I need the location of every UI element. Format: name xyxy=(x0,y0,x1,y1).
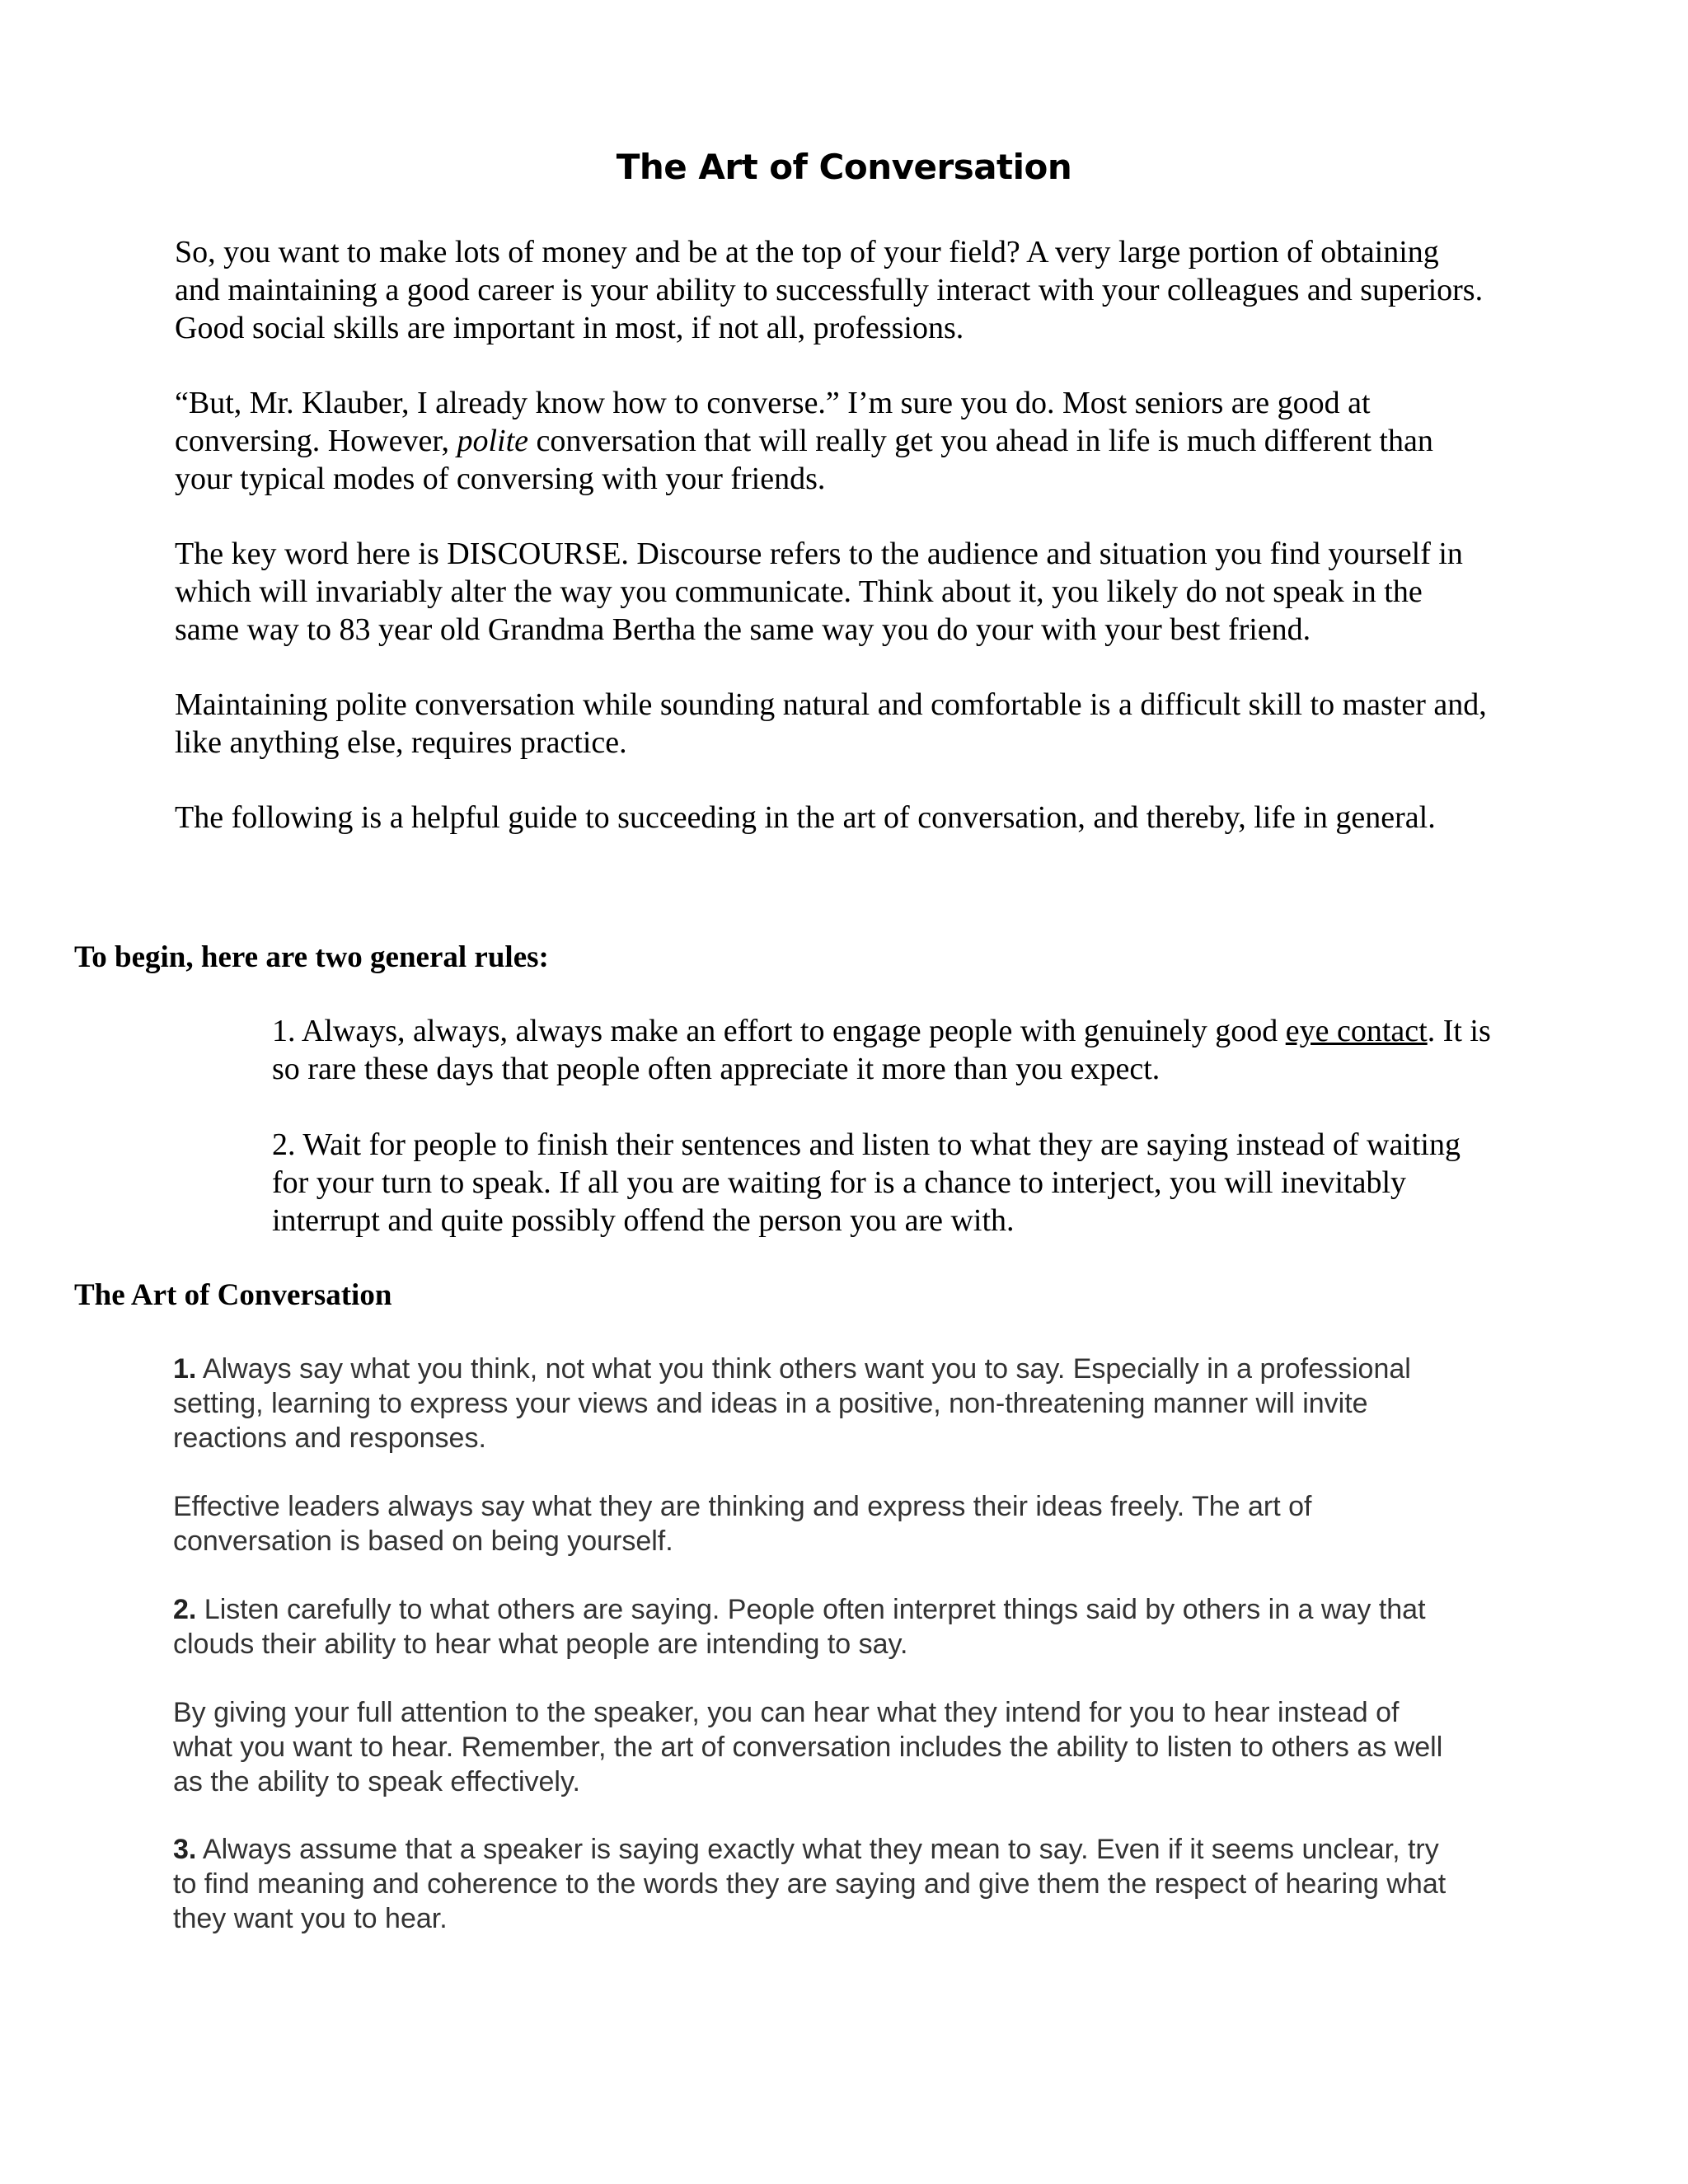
rule1-part-b: . It is so rare these days that people often appreciate it more than you expect. xyxy=(272,1014,1491,1086)
rule1-underline: eye contact xyxy=(1285,1014,1428,1048)
art-point-1-body: Always say what you think, not what you think others want you to say. Especially in a professional setting, learning to express your views and ideas in a positive, non-threatening manner will invite reactions and responses. xyxy=(173,1353,1411,1454)
intro-p5-text: The following is a helpful guide to succeeding in the art of conversation, and thereby, life in general. xyxy=(175,800,1436,835)
intro-paragraph-3 xyxy=(175,535,1576,649)
art-point-1-extra xyxy=(173,1489,1574,1558)
art-point-2-extra xyxy=(173,1695,1574,1799)
art-point-2-text xyxy=(173,1592,1574,1661)
intro-paragraph-1 xyxy=(175,233,1576,347)
art-point-1 xyxy=(173,1352,1574,1455)
intro-p3-text: The key word here is DISCOURSE. Discourse refers to the audience and situation you find yourself in which will invariably alter the way you communicate. Think about it, you likely do not speak in the same way to 83 year old Grandma Bertha the same way you do your with your best friend. xyxy=(175,537,1463,647)
intro-p2-italic: polite xyxy=(457,424,529,458)
art-point-1-number: 1. xyxy=(173,1353,197,1385)
art-point-2 xyxy=(173,1592,1574,1661)
art-point-3-body: Always assume that a speaker is saying exactly what they mean to say. Even if it seems unclear, try to find meaning and coherence to the words they are saying and give them the respect of hearing what they want you to hear. xyxy=(173,1834,1447,1934)
intro-p2-part-a: “But, Mr. Klauber, I already know how to converse.” I’m sure you do. Most seniors are good at conversing. However, xyxy=(175,386,1371,458)
art-point-2-extra-text: By giving your full attention to the speaker, you can hear what they intend for you to hear instead of what you want to hear. Remember, the art of conversation includes the ability to listen to others as well as the ability to speak effectively. xyxy=(173,1697,1443,1797)
intro-p2-part-b: conversation that will really get you ahead in life is much different than your typical modes of conversing with your friends. xyxy=(175,424,1433,496)
intro-paragraph-4 xyxy=(175,686,1576,762)
art-point-2-body: Listen carefully to what others are saying. People often interpret things said by others in a way that clouds their ability to hear what people are intending to say. xyxy=(173,1594,1426,1660)
intro-p2-text xyxy=(175,384,1576,498)
art-point-3-text xyxy=(173,1832,1574,1936)
intro-p1-text: So, you want to make lots of money and be at the top of your field? A very large portion of obtaining and maintaining a good career is your ability to successfully interact with your colleagues and superiors. Good social skills are important in most, if not all, professions. xyxy=(175,235,1484,345)
art-point-3 xyxy=(173,1832,1574,1936)
art-point-3-number: 3. xyxy=(173,1834,197,1865)
art-point-2-number: 2. xyxy=(173,1594,197,1625)
general-rules-heading: To begin, here are two general rules: xyxy=(74,940,549,974)
art-point-1-extra-text: Effective leaders always say what they are thinking and express their ideas freely. The art of conversation is based on being yourself. xyxy=(173,1491,1312,1557)
general-rule-1-text xyxy=(272,1012,1591,1088)
intro-paragraph-2 xyxy=(175,384,1576,498)
intro-paragraph-5 xyxy=(175,799,1576,837)
page-title: The Art of Conversation xyxy=(616,147,1072,187)
general-rule-1 xyxy=(272,1012,1591,1088)
general-rule-2 xyxy=(272,1126,1591,1240)
art-section-heading: The Art of Conversation xyxy=(74,1278,392,1312)
rule1-part-a: 1. Always, always, always make an effort to engage people with genuinely good xyxy=(272,1014,1286,1048)
art-point-1-text xyxy=(173,1352,1574,1455)
general-rule-2-text: 2. Wait for people to finish their sentences and listen to what they are saying instead of waiting for your turn to speak. If all you are waiting for is a chance to interject, you will inevitably interrupt and quite possibly offend the person you are with. xyxy=(272,1127,1461,1238)
intro-p4-text: Maintaining polite conversation while sounding natural and comfortable is a difficult skill to master and, like anything else, requires practice. xyxy=(175,687,1487,760)
